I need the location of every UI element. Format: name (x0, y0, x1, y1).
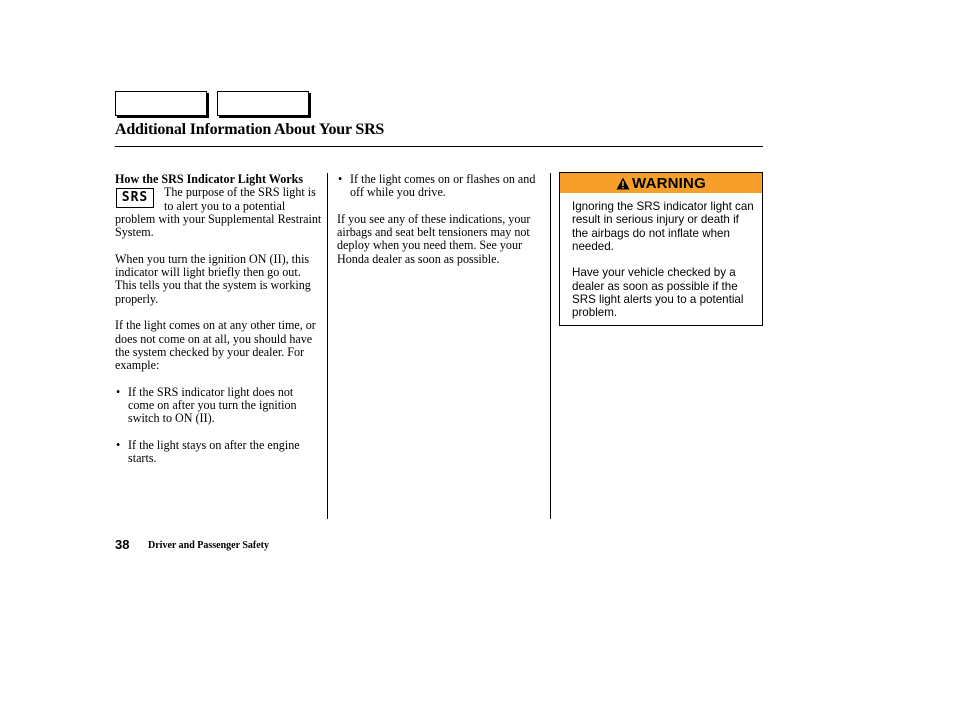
page-title: Additional Information About Your SRS (115, 121, 385, 138)
bullet-text: If the SRS indicator light does not come on after you turn the ignition switch to ON (II). (128, 384, 297, 426)
warning-label: WARNING (632, 174, 706, 192)
paragraph-ignition: When you turn the ignition ON (II), this indicator will light briefly then go out. This tells you that the system is working properly. (115, 251, 311, 306)
section-subheading: How the SRS Indicator Light Works (115, 172, 304, 186)
list-item (115, 439, 322, 466)
column-divider-1 (327, 173, 328, 519)
list-item (115, 386, 322, 426)
column-middle (337, 173, 544, 279)
intro-text: The purpose of the SRS light is to alert you to a potential problem with your Supplemental Restraint System. (115, 185, 322, 240)
nav-tab-box-right[interactable] (217, 91, 309, 116)
warning-body (560, 193, 762, 320)
paragraph-indications: If you see any of these indications, your airbags and seat belt tensioners may not deploy when you need them. See your Honda dealer as soon as possible. (337, 211, 531, 266)
warning-triangle-icon (616, 177, 630, 190)
title-divider (115, 146, 763, 147)
warning-header (560, 173, 762, 193)
warning-text-1: Ignoring the SRS indicator light can result in serious injury or death if the airbags do not inflate when needed. (572, 200, 754, 253)
column-divider-2 (550, 173, 551, 519)
bullet-text: If the light comes on or flashes on and off while you drive. (350, 172, 536, 200)
column-left (115, 173, 322, 479)
bullet-icon: • (116, 437, 121, 452)
list-item (337, 173, 544, 200)
bullet-icon: • (116, 384, 121, 399)
srs-indicator-icon: SRS (116, 188, 154, 208)
paragraph-example: If the light comes on at any other time, or does not come on at all, you should have the system checked by your dealer. For example: (115, 318, 316, 373)
bullet-text: If the light stays on after the engine starts. (128, 437, 300, 466)
bullet-icon: • (338, 172, 343, 186)
footer-section-name: Driver and Passenger Safety (148, 540, 270, 551)
nav-tab-box-left[interactable] (115, 91, 207, 116)
srs-intro-paragraph (115, 186, 322, 239)
warning-box (559, 172, 763, 326)
warning-text-2: Have your vehicle checked by a dealer as soon as possible if the SRS light alerts you to a potential problem. (572, 266, 744, 320)
page-number: 38 (115, 537, 130, 552)
